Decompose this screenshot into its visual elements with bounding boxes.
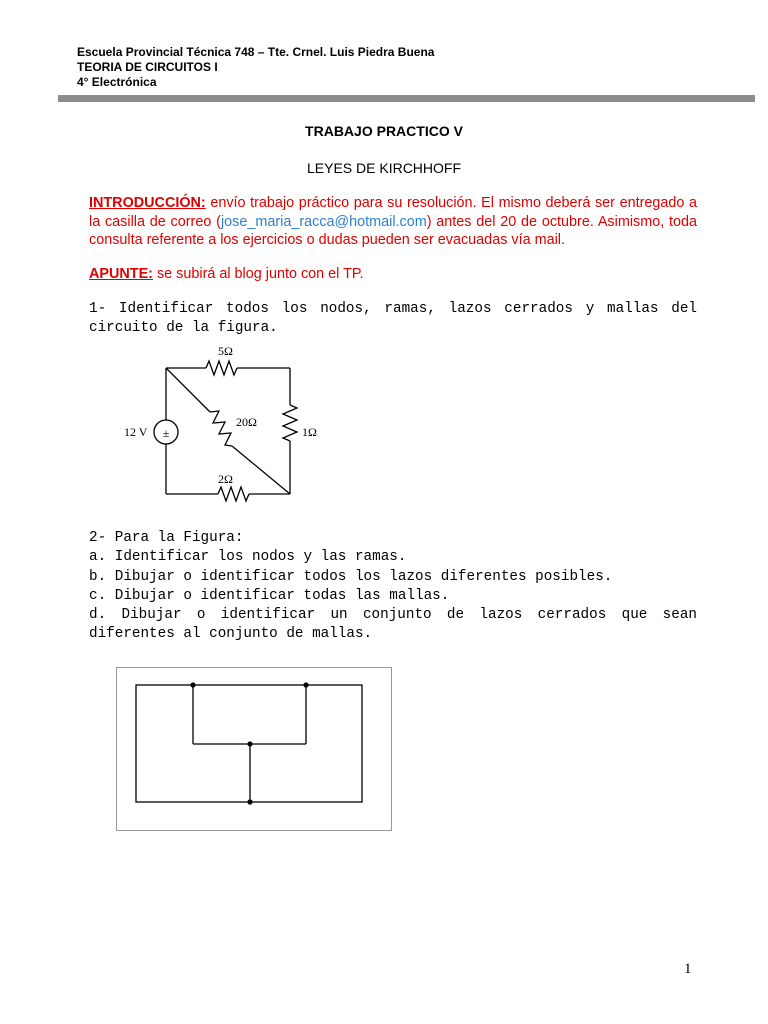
node-dot <box>190 682 195 687</box>
apunte-text: se subirá al blog junto con el TP. <box>152 266 364 282</box>
resistor-diag-label: 20Ω <box>236 415 257 429</box>
circuit-figure-1 <box>110 340 340 505</box>
exercise-2-item-d: d. Dibujar o identificar un conjunto de lazos cerrados que sean diferentes al conjunto de mallas. <box>89 607 697 643</box>
resistor-bottom-label: 2Ω <box>218 472 233 486</box>
apunte-paragraph <box>89 266 364 282</box>
header-course: TEORIA DE CIRCUITOS I <box>77 60 218 74</box>
introduction-paragraph <box>89 194 697 250</box>
header-divider <box>58 95 755 102</box>
header-school: Escuela Provincial Técnica 748 – Tte. Crnel. Luis Piedra Buena <box>77 45 435 59</box>
circuit-figure-2 <box>116 667 392 831</box>
exercise-1-text: 1- Identificar todos los nodos, ramas, lazos cerrados y mallas del circuito de la figura. <box>89 301 697 337</box>
page-subtitle: LEYES DE KIRCHHOFF <box>306 160 462 176</box>
intro-label: INTRODUCCIÓN: <box>89 195 206 211</box>
node-dot <box>303 682 308 687</box>
exercise-2-heading: 2- Para la Figura: <box>89 530 244 546</box>
exercise-2-text <box>89 529 697 645</box>
exercise-2-item-b: b. Dibujar o identificar todos los lazos diferentes posibles. <box>89 568 613 585</box>
resistor-right-label: 1Ω <box>302 425 317 439</box>
resistor-top-label: 5Ω <box>218 344 233 358</box>
intro-text-before: envío trabajo práctico para su resolución. El mismo deberá ser entregado a la casilla de correo ( <box>89 195 697 230</box>
document-header <box>77 45 434 90</box>
exercise-2-item-a: a. Identificar los nodos y las ramas. <box>89 549 407 566</box>
page-number: 1 <box>684 961 692 977</box>
exercise-2-item-c: c. Dibujar o identificar todas las mallas. <box>89 587 450 604</box>
node-dot <box>247 799 252 804</box>
source-sign: ± <box>162 426 170 440</box>
email-link[interactable]: jose_maria_racca@hotmail.com <box>220 213 427 230</box>
apunte-label: APUNTE: <box>89 266 153 282</box>
page-title: TRABAJO PRACTICO V <box>305 123 463 139</box>
node-dot <box>247 741 252 746</box>
header-grade: 4° Electrónica <box>77 75 157 89</box>
intro-text-after: ) antes del 20 de octubre. Asimismo, toda consulta referente a los ejercicios o dudas pueden ser evacuadas vía mail. <box>89 213 697 248</box>
source-label: 12 V <box>124 425 148 439</box>
